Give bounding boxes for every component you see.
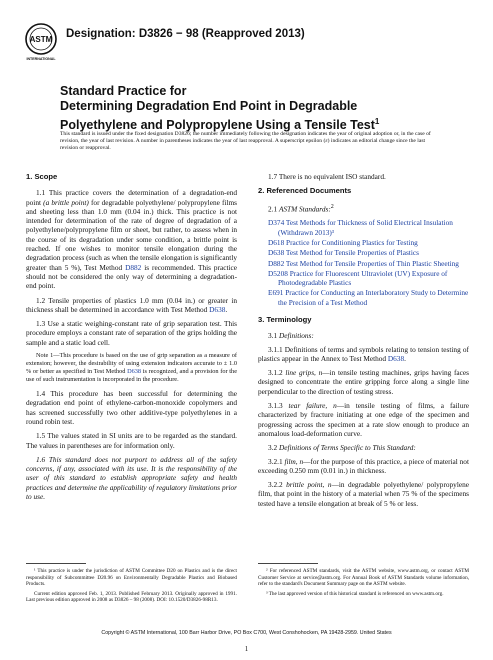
link-d638-note[interactable]: D638 [127,368,142,376]
astm-logo-icon [24,22,58,62]
section-heading-referenced-documents: 2. Referenced Documents [258,186,352,196]
paragraph-3-2: 3.2 Definitions of Terms Specific to This Standard: [268,443,416,453]
link-d638[interactable]: D638 [209,304,226,314]
paragraph-3-1-1: 3.1.1 Definitions of terms and symbols relating to tension testing of plastics appear in the Annex to Test Method D638. [258,344,469,363]
paragraph-1-3: 1.3 Use a static weighing-constant rate of grip separation test. This procedure employs a constant rate of separation of the grips holding the sample and a static load cell. [26,319,237,347]
paragraph-1-2: 1.2 Tensile properties of plastics 1.0 mm (0.04 in.) or greater in thickness shall be determined in accordance with Test Method D638. [26,295,237,314]
page-number: 1 [244,645,249,653]
title-line-2: Determining Degradation End Point in Degradable [60,99,358,113]
right-footnotes [258,568,469,600]
title-line-1: Standard Practice for [60,84,187,98]
paragraph-2-1: 2.1 ASTM Standards:$^2$ [268,203,334,214]
footnote-3: ³ The last approved version of this historical standard is referenced on www.astm.org. [266,590,444,597]
svg-text:INTERNATIONAL: INTERNATIONAL [26,57,56,61]
paragraph-1-4: 1.4 This procedure has been successful for determining the degradation end point of ethylene-carbon-monoxide copolymers and has screened successfully two other additive-type polyethylenes in a round robin test. [26,389,237,426]
standard-notice: This standard is issued under the fixed designation D3826; the number immediately following the designation indicates the year of original adoption or, in the case of revision, the year of last revision. A number in parentheses indicates the year of last reapproval. A superscript epsilon (ε) indicates an editorial change since the last revision or reapproval. [60,131,431,151]
reference-item[interactable]: D882 Test Method for Tensile Properties of Thin Plastic Sheeting [268,258,459,268]
paragraph-3-1: 3.1 Definitions: [268,331,314,341]
reference-item[interactable]: D5208 Practice for Fluorescent Ultraviolet (UV) Exposure of Photodegradable Plastics [268,268,448,288]
section-heading-terminology: 3. Terminology [258,314,312,324]
paragraph-1-7: 1.7 There is no equivalent ISO standard. [268,172,386,181]
paragraph-3-2-2: 3.2.2 brittle point, n—in degradable polyethylene/ polypropylene film, that point in the history of a material when 75 % of the specimens tested have a tensile elongation at break of 5 % or less. [258,480,469,508]
reference-item[interactable]: D374 Test Methods for Thickness of Solid Electrical Insulation (Withdrawn 2013)³ [268,218,453,237]
footnote-1-edition: Current edition approved Feb. 1, 2013. Published February 2013. Originally approved in 1991. Last previous edition approved in 2008 as D3826 – 98 (2008). DOI: 10.1520/D3826-98R13. [26,590,237,603]
paragraph-1-1: 1.1 This practice covers the determination of a degradation-end point (a brittle point) for degradable polyethylene/ polypropylene films and sheeting less than 1.0 mm (0.04 in.) thick. This practice is not intended for determination of the rate of degree of degradation of a polyethylene/polypropylene film or sheet, but rather, to assess when in the course of its degradation under some condition, a brittle point is reached. If one wishes to monitor tensile elongation during the degradation process (such as when the tensile elongation is significantly greater than 5 %), Test Method D882 is recommended. This practice should not be considered the only way of determining a degradation-end point. [26,188,237,291]
title-line-3: Polyethylene and Polypropylene Using a Tensile Test$^1$ [60,117,380,133]
document-title [60,84,460,133]
paragraph-3-1-3: 3.1.3 tear failure, n—in tensile testing of films, a failure characterized by fracture initiating at one edge of the specimen and progressing across the specimen at a rate slow enough to produce an anomalous load-deformation curve. [258,401,470,438]
reference-item[interactable]: D638 Test Method for Tensile Properties of Plastics [268,248,419,258]
note-1: Note 1—This procedure is based on the use of grip separation as a measure of extension; however, the desirability of using extension indicators accurate to ± 1.0 % or better as specified in Test Method D638 is recognized, and a provision for the use of such instrumentation is incorporated in the procedure. [26,352,237,384]
paragraph-3-2-1: 3.2.1 film, n—for the purpose of this practice, a piece of material not exceeding 0.250 mm (0.01 in.) in thickness. [258,456,469,475]
link-d638-terms[interactable]: D638 [387,353,405,363]
designation: Designation: D3826 − 98 (Reapproved 2013) [66,28,305,40]
reference-list [258,218,469,307]
paragraph-1-5: 1.5 The values stated in SI units are to be regarded as the standard. The values in parentheses are for information only. [26,431,237,450]
copyright-line: Copyright © ASTM International, 100 Barr Harbor Drive, PO Box C700, West Conshohocken, PA 19428-2959. United States [101,630,392,636]
svg-text:ASTM: ASTM [29,35,53,44]
left-column [26,172,237,506]
footnote-1: ¹ This practice is under the jurisdiction of ASTM Committee D20 on Plastics and is the direct responsibility of Subcommittee D20.96 on Environmentally Degradable Plastics and Biobased Products. [26,568,237,587]
footnote-divider [26,563,86,564]
left-footnotes [26,568,237,607]
reference-item[interactable]: E691 Practice for Conducting an Interlaboratory Study to Determine the Precision of a Test Method [268,288,469,307]
footnote-2: ² For referenced ASTM standards, visit the ASTM website, www.astm.org, or contact ASTM Customer Service at service@astm.org. For Annual Book of ASTM Standards volume information, refer to the standard's Document Summary page on the ASTM website. [258,568,469,587]
footnote-divider [258,563,318,564]
section-heading-scope: 1. Scope [26,172,58,181]
paragraph-1-6: 1.6 This standard does not purport to address all of the safety concerns, if any, associated with its use. It is the responsibility of the user of this standard to establish appropriate safety and health practices and determine the applicability of regulatory limitations prior to use. [26,454,237,502]
link-d882[interactable]: D882 [125,262,142,272]
paragraph-3-1-2: 3.1.2 line grips, n—in tensile testing machines, grips having faces designed to concentrate the entire gripping force along a single line perpendicular to the direction of testing stress. [258,368,469,396]
right-column [258,172,469,513]
reference-item[interactable]: D618 Practice for Conditioning Plastics for Testing [268,237,418,247]
